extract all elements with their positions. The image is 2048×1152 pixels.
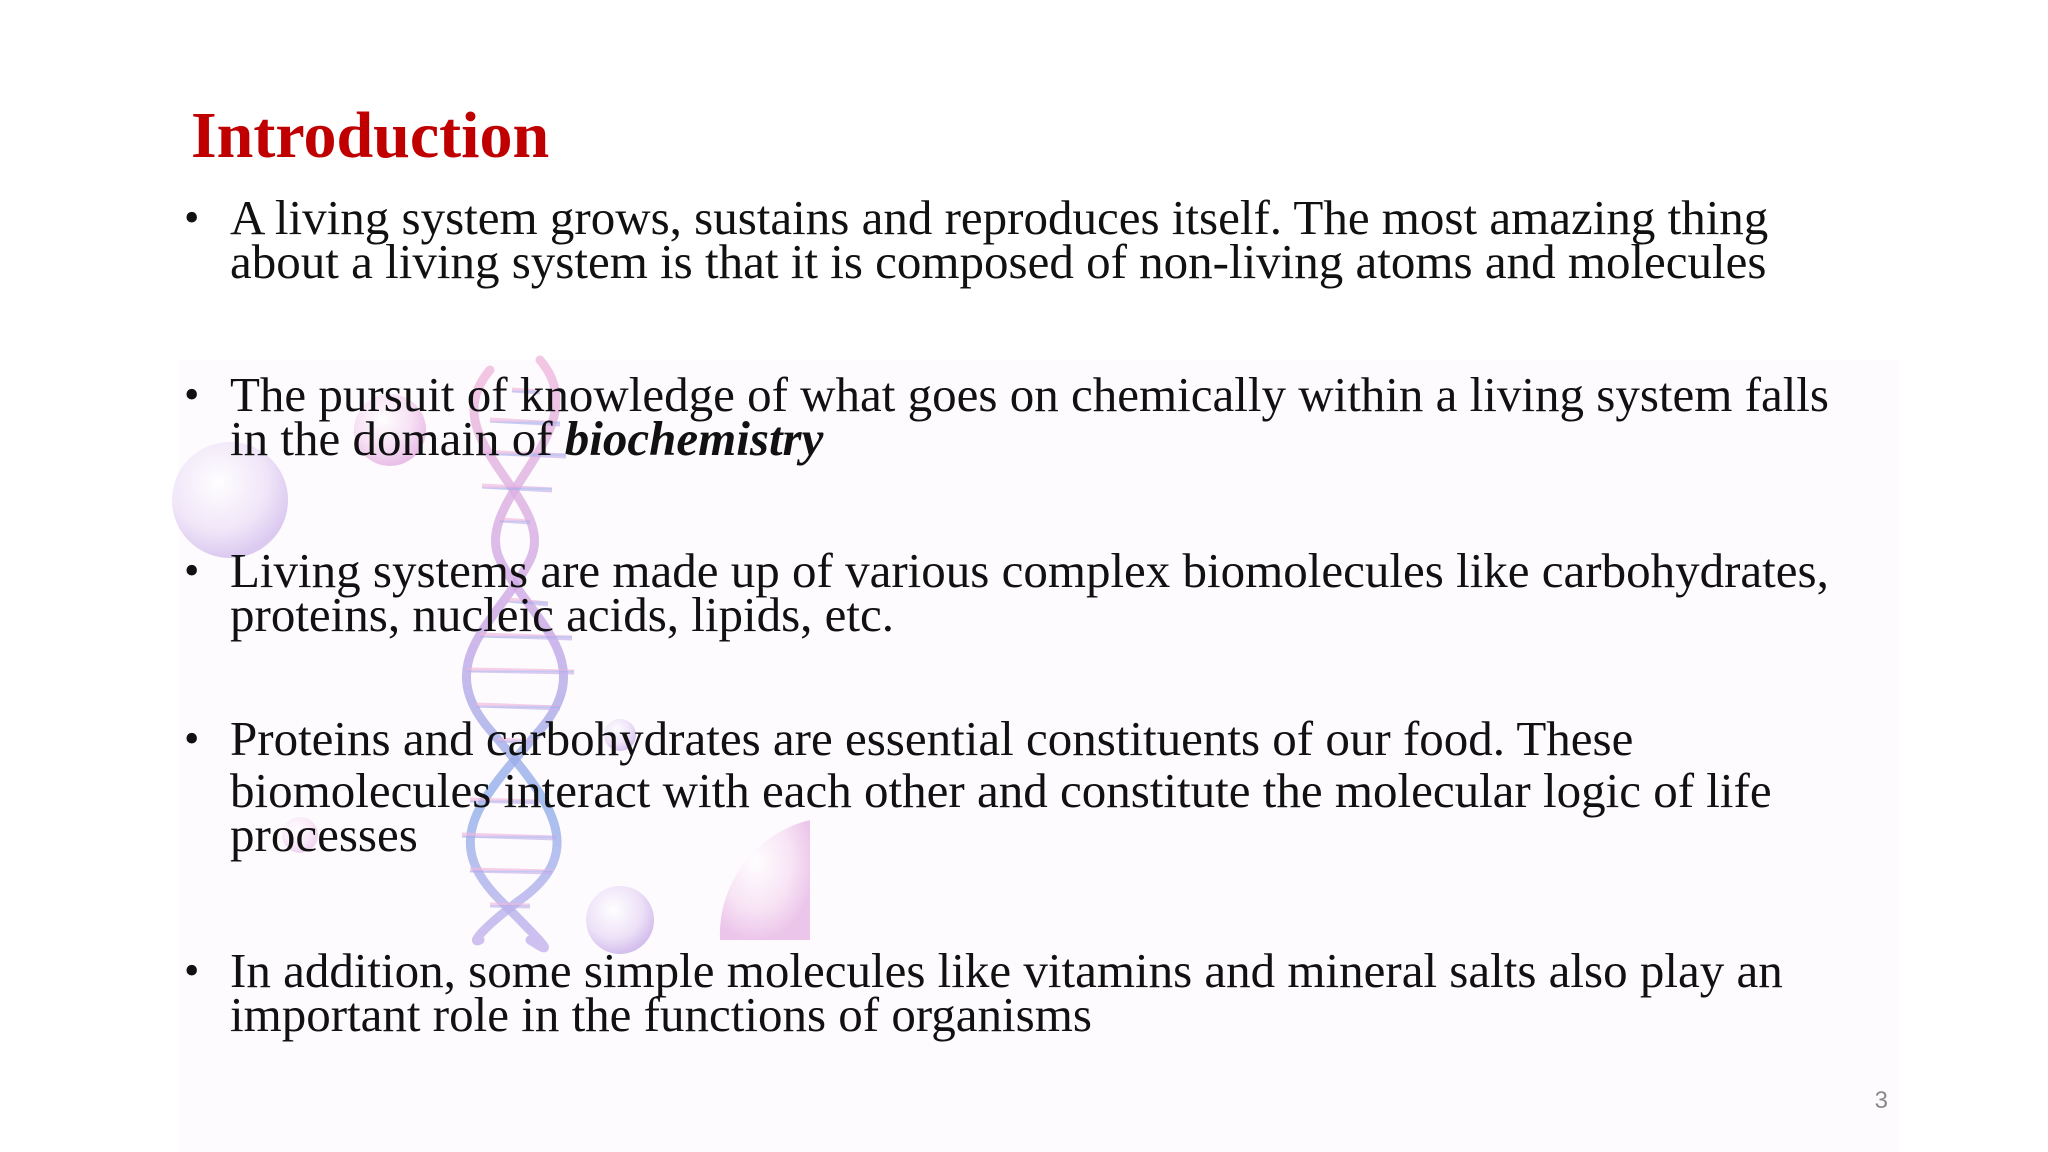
bullet-marker: • <box>184 546 200 595</box>
bullet-line <box>230 411 1829 466</box>
bullet-line: biomolecules interact with each other and constitute the molecular logic of life <box>230 763 1772 818</box>
bullet-line: about a living system is that it is composed of non-living atoms and molecules <box>230 234 1767 289</box>
bullet-item <box>180 190 1920 289</box>
bullet-line: Proteins and carbohydrates are essential constituents of our food. These <box>230 711 1634 766</box>
bullet-line: A living system grows, sustains and reproduces itself. The most amazing thing <box>230 190 1769 245</box>
bullet-line: The pursuit of knowledge of what goes on chemically within a living system falls <box>230 367 1829 422</box>
bullet-text <box>230 543 1829 642</box>
bullet-line: Living systems are made up of various complex biomolecules like carbohydrates, <box>230 543 1829 598</box>
bullet-marker: • <box>184 193 200 242</box>
bullet-item <box>180 543 1920 642</box>
bullet-line-prefix: in the domain of <box>230 411 565 466</box>
bullet-marker: • <box>184 714 200 763</box>
bullet-text <box>230 943 1783 1042</box>
emphasized-term: biochemistry <box>564 411 824 466</box>
bullet-marker: • <box>184 946 200 995</box>
page-number: 3 <box>1874 1087 1888 1114</box>
bullet-item <box>180 367 1920 466</box>
bullet-line: In addition, some simple molecules like vitamins and mineral salts also play an <box>230 943 1783 998</box>
bullet-line: important role in the functions of organisms <box>230 987 1092 1042</box>
slide-title: Introduction <box>191 99 550 172</box>
bullet-text <box>230 711 1772 862</box>
bullet-item <box>180 711 1920 862</box>
bullet-marker: • <box>184 370 200 419</box>
bullet-line: processes <box>230 807 418 862</box>
bullet-line: proteins, nucleic acids, lipids, etc. <box>230 587 895 642</box>
bullet-item <box>180 943 1920 1042</box>
bullet-text <box>230 190 1769 289</box>
bullet-text <box>230 367 1829 466</box>
